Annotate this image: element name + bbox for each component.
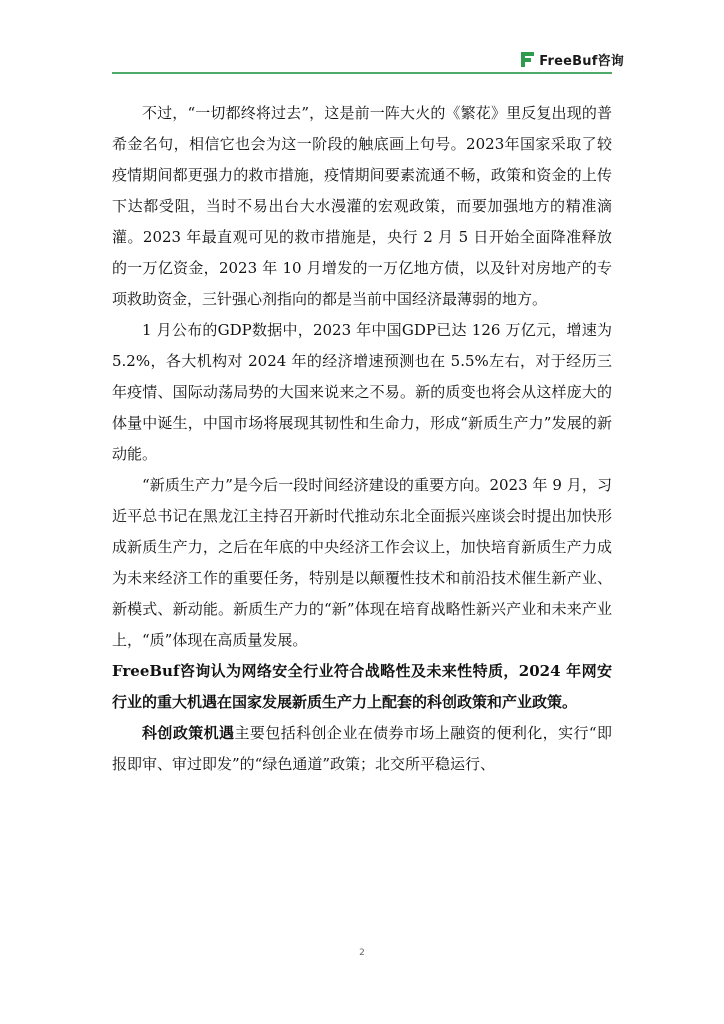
paragraph-policy-opportunity (112, 718, 612, 780)
page-number: 2 (359, 948, 365, 958)
document-body (112, 98, 612, 780)
page-header (521, 50, 624, 69)
paragraph-gdp: 1 月公布的GDP数据中，2023 年中国GDP已达 126 万亿元，增速为 5.2%，各大机构对 2024 年的经济增速预测也在 5.5%左右，对于经历三年疫情、国际动荡局势的大国来说来之不易。新的质变也将会从这样庞大的体量中诞生，中国市场将展现其韧性和生命力，形成“新质生产力”发展的新动能。 (112, 321, 612, 463)
paragraph-new-productivity: “新质生产力”是今后一段时间经济建设的重要方向。2023 年 9 月，习近平总书记在黑龙江主持召开新时代推动东北全面振兴座谈会时提出加快形成新质生产力，之后在年底的中央经济工作会议上，加快培育新质生产力成为未来经济工作的重要任务，特别是以颠覆性技术和前沿技术催生新产业、新模式、新动能。新质生产力的“新”体现在培育战略性新兴产业和未来产业上，“质”体现在高质量发展。 (112, 476, 612, 649)
paragraph-conclusion: FreeBuf咨询认为网络安全行业符合战略性及未来性特质，2024 年网安行业的重大机遇在国家发展新质生产力上配套的科创政策和产业政策。 (112, 662, 612, 711)
paragraph-intro: 不过，“一切都终将过去”，这是前一阵大火的《繁花》里反复出现的普希金名句，相信它也会为这一阶段的触底画上句号。2023年国家采取了较疫情期间都更强力的救市措施，疫情期间要素流通不畅，政策和资金的上传下达都受阻，当时不易出台大水漫灌的宏观政策，而要加强地方的精准滴灌。2023 年最直观可见的救市措施是，央行 2 月 5 日开始全面降准释放的一万亿资金，2023 年 10 月增发的一万亿地方债，以及针对房地产的专项救助资金，三针强心剂指向的都是当前中国经济最薄弱的地方。 (112, 104, 612, 308)
freebuf-logo-icon (521, 52, 534, 67)
policy-body-text: 主要包括科创企业在债券市场上融资的便利化，实行“即报即审、审过即发”的“绿色通道”政策；北交所平稳运行、 (112, 724, 612, 773)
brand-logo-text: FreeBuf咨询 (539, 54, 624, 69)
header-divider (112, 72, 612, 74)
policy-lead-heading: 科创政策机遇 (142, 724, 235, 742)
